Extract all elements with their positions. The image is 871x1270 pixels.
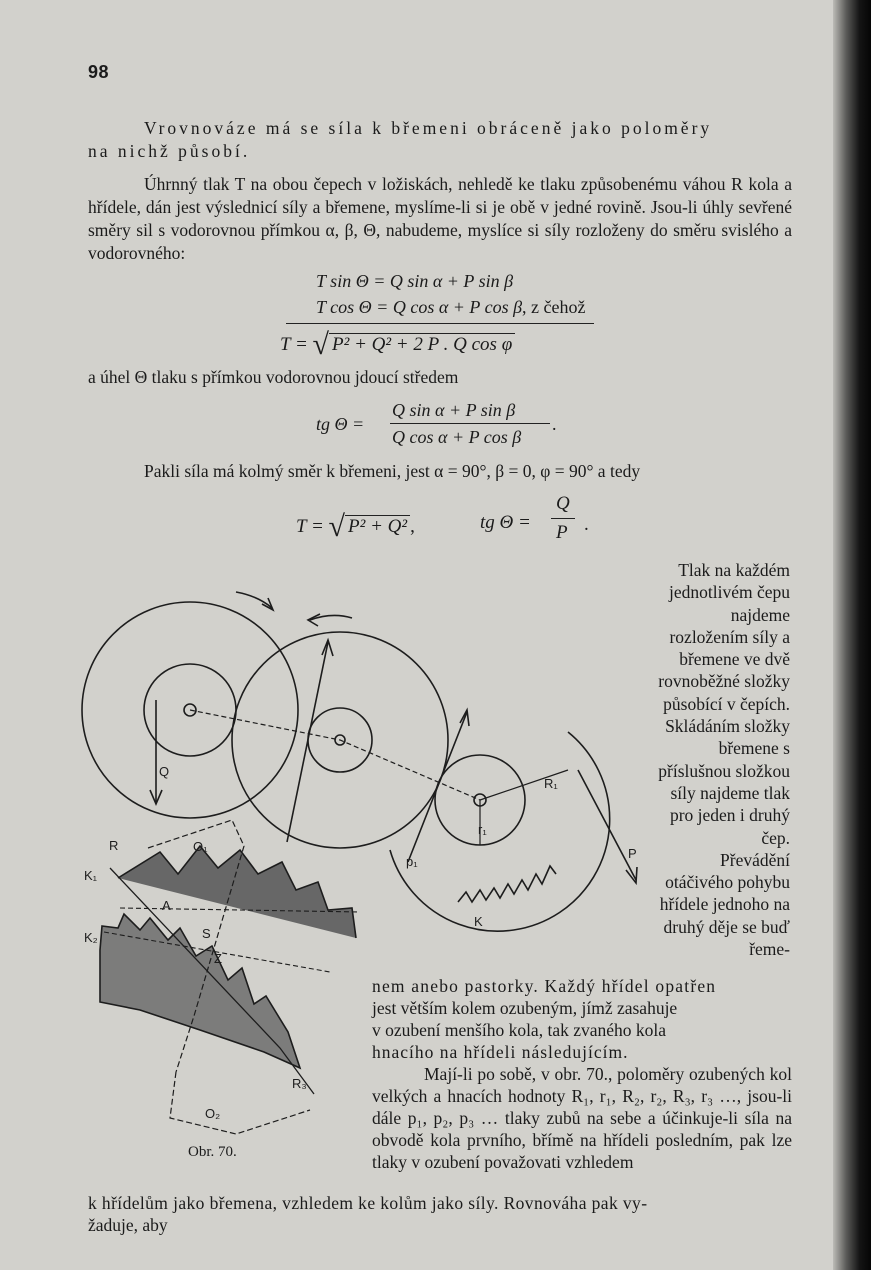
equation-final-denominator: P bbox=[556, 522, 568, 543]
equation-t-root-right: P² + Q² + 2 P . Q cos φ bbox=[329, 333, 515, 355]
equation-final-fraction-bar bbox=[551, 518, 575, 519]
equation-final-root: P² + Q² bbox=[345, 515, 410, 537]
label-K1: K₁ bbox=[84, 868, 98, 883]
label-p1: p₁ bbox=[406, 854, 418, 869]
equation-final-comma: , bbox=[410, 516, 415, 537]
label-P: P bbox=[628, 846, 637, 861]
paragraph-final-line2: žaduje, aby bbox=[88, 1215, 168, 1235]
equation-t-sin: T sin Θ = Q sin α + P sin β bbox=[316, 271, 514, 291]
equation-final-dot: . bbox=[584, 514, 589, 535]
paragraph-bottom-line3: v ozubení menšího kola, tak zvaného kola bbox=[372, 1020, 667, 1040]
equation-tg-denominator: Q cos α + P cos β bbox=[392, 427, 522, 447]
label-Z: Z bbox=[214, 951, 222, 966]
label-R: R bbox=[109, 838, 119, 853]
paragraph-equilibrium-line1: Vrovnováze má se síla k břemeni obráceně jako poloměry bbox=[144, 118, 713, 138]
construction-line-O2 bbox=[170, 1072, 310, 1134]
paragraph-angle: a úhel Θ tlaku s přímkou vodorovnou jdoucí středem bbox=[88, 367, 459, 387]
label-O2: O₂ bbox=[205, 1106, 221, 1121]
equation-tg-dot: . bbox=[552, 414, 557, 434]
label-R3: R₃ bbox=[292, 1076, 307, 1091]
label-K2: K₂ bbox=[84, 930, 98, 945]
side-paragraph bbox=[650, 559, 790, 960]
equation-tg-fraction-bar bbox=[390, 423, 550, 424]
equation-final-t bbox=[296, 510, 415, 544]
equation-final-t-left: T = bbox=[296, 516, 324, 537]
side-paragraph-text: Tlak na každém jednotlivém čepu najdeme rozložením síly a břemene ve dvě rovnoběžné složky působící v čepích. Skládáním složky břemene s příslušnou složkou síly najdeme tlak pro jeden i druhý čep. bbox=[658, 560, 790, 848]
equation-t-root bbox=[280, 328, 515, 362]
paragraph-perpendicular: Pakli síla má kolmý směr k břemeni, jest α = 90°, β = 0, φ = 90° a tedy bbox=[144, 461, 641, 481]
equation-t-cos bbox=[316, 297, 586, 318]
book-spine-shadow bbox=[833, 0, 871, 1270]
paragraph-bottom-line1: nem anebo pastorky. Každý hřídel opatřen bbox=[372, 976, 717, 996]
label-r1: r₁ bbox=[478, 822, 487, 837]
label-A: A bbox=[162, 898, 171, 913]
label-K: K bbox=[474, 914, 483, 929]
side-paragraph-text2: Převádění otáčivého pohybu hřídele jednoho na druhý děje se buď řeme- bbox=[659, 849, 790, 960]
page-number: 98 bbox=[88, 62, 110, 82]
label-O1: O₁ bbox=[193, 839, 208, 854]
label-S: S bbox=[202, 926, 211, 941]
equation-final-tg: tg Θ = bbox=[480, 512, 531, 533]
paragraph-equilibrium-line2: na nichž působí. bbox=[88, 141, 251, 161]
paragraph-total-pressure: Úhrnný tlak T na obou čepech v ložiskách, nehledě ke tlaku způsobenému váhou R kola a hřídele, dán jest výslednicí síly a břemene, myslíme-li si je obě v jedné rovině. Jsou-li úhly sevřené směry sil s vodorovnou přímkou α, β, Θ, nabudeme, myslíce si síly rozloženy do směru svislého a vodorovného: bbox=[88, 174, 792, 263]
paragraph-bottom-line4: hnacího na hřídeli následujícím. bbox=[372, 1042, 629, 1062]
equation-divider bbox=[286, 323, 594, 324]
equation-final-numerator: Q bbox=[556, 493, 570, 514]
large-wheel-3 bbox=[390, 732, 610, 931]
label-R1: R₁ bbox=[544, 776, 558, 791]
rotation-arrow-2-head bbox=[308, 614, 320, 626]
figure-caption: Obr. 70. bbox=[188, 1144, 237, 1160]
paragraph-bottom-line2: jest větším kolem ozubeným, jímž zasahuje bbox=[372, 998, 678, 1018]
equation-tg-left: tg Θ = bbox=[316, 414, 365, 434]
force-P-arrowhead bbox=[626, 867, 637, 883]
equation-t-cos-body: T cos Θ = Q cos α + P cos β bbox=[316, 297, 523, 317]
paragraph-final-line1: k hřídelům jako břemena, vzhledem ke kolům jako síly. Rovnováha pak vy- bbox=[88, 1193, 648, 1213]
equation-t-root-left: T = bbox=[280, 334, 308, 355]
force-P-line bbox=[578, 770, 636, 880]
gear-teeth-arc bbox=[458, 866, 556, 902]
equation-tg-numerator: Q sin α + P sin β bbox=[392, 400, 516, 420]
sqrt-sign-icon: √ bbox=[328, 510, 346, 543]
paragraph-gear-radii: Mají-li po sobě, v obr. 70., poloměry ozubených kol velkých a hnacích hodnoty R₁, r₁, R₂, r₂, R₃, r₃ …, jsou-li dále p₁, p₂, p₃ … tlaky zubů na sebe a účinkuje-li síla na obvodě kola prvního, břímě na hřídeli posledním, pak lze tlaky v ozubení považovati vzhledem bbox=[372, 1064, 792, 1172]
equation-t-cos-suffix: , z čehož bbox=[522, 297, 586, 317]
label-Q: Q bbox=[159, 764, 170, 779]
sqrt-sign-icon: √ bbox=[312, 328, 330, 361]
